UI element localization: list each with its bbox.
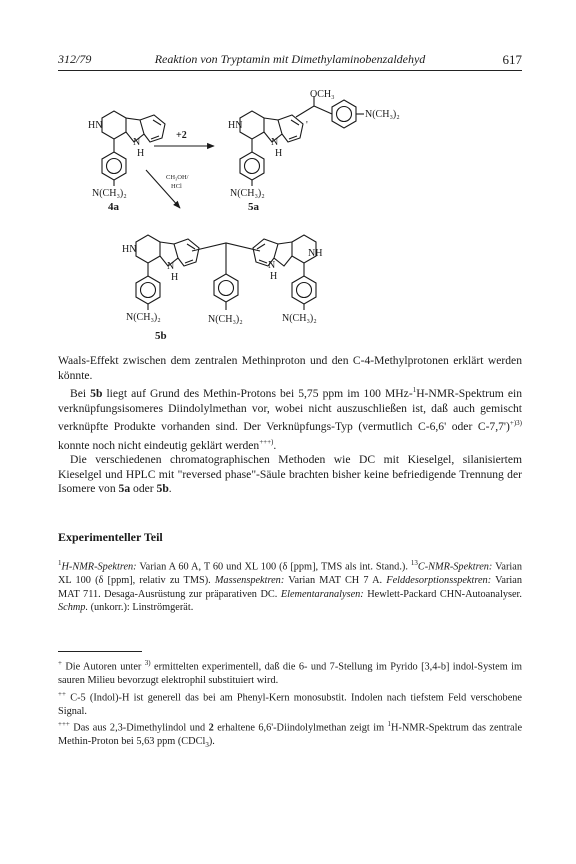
label-nme2: N(CH₃)₂ (230, 188, 265, 199)
hnmr-text: Varian A 60 A, T 60 und XL 100 (δ [ppm], TMS als int. Stand.). (136, 561, 411, 573)
label-h: H (270, 271, 278, 282)
footnote-3-text-e: ). (208, 736, 215, 748)
compound-5a-structure (228, 89, 400, 213)
compound-5b-right-half (253, 235, 316, 310)
header-issue: 312/79 (58, 52, 92, 66)
footnote-2-text: C-5 (Indol)-H ist generell das bei am Phenyl-Kern monosubstit. Indolen nach tiefstem Feld verschobene Signal. (58, 692, 522, 717)
footnote-1-text-b: ermittelten experimentell, daß die 6- und 7-Stellung im Pyrido [3,4-b] indol-System im sauren Milieu bevorzugt elektrophil substituiert wird. (58, 661, 522, 687)
footnote-2-mark: ++ (58, 689, 66, 698)
label-h: H (137, 148, 145, 159)
p2-compound-5b: 5b (90, 387, 103, 401)
sup-1: 1 (58, 559, 62, 567)
header-rule (58, 70, 522, 71)
fd-text: Varian MAT 711. Desaga-Ausrüstung zur präparativen DC. (58, 575, 522, 600)
mp-label: Schmp. (58, 602, 89, 614)
arrow-condition-2: HCl (171, 183, 182, 190)
p3-compound-5b: 5b (156, 482, 169, 496)
label-nh: NH (308, 248, 323, 259)
header-title: Reaktion von Tryptamin mit Dimethylaminobenzaldehyd (154, 52, 426, 66)
paragraph-1-text: Waals-Effekt zwischen dem zentralen Methinproton und den C-4-Methylprotonen erklärt werden könnte. (58, 354, 522, 382)
footnote-3 (58, 718, 522, 753)
arrow-condition-1: CH₃OH/ (166, 174, 189, 181)
fd-label: Felddesorptionsspektren: (386, 575, 492, 587)
p2-footnote-ref-1: +)3) (509, 419, 522, 428)
reaction-arrows (146, 130, 214, 208)
footnote-3-text-c: erhaltene 6,6'-Diindolylmethan zeigt im (213, 722, 388, 734)
footnote-3-text-d: H-NMR-Spektrum das zentrale Methin-Proton bei 5,63 ppm (CDCl (58, 722, 523, 748)
footnotes (58, 657, 522, 753)
methods-paragraph (58, 557, 522, 615)
running-header (58, 52, 522, 68)
footnote-1 (58, 657, 522, 688)
footnote-3-sup: 1 (387, 720, 392, 729)
label-n: N (271, 137, 279, 148)
label-nme2: N(CH₃)₂ (365, 109, 400, 120)
label-hn: HN (88, 120, 103, 131)
ea-label: Elementaranalysen: (280, 588, 364, 600)
ms-label: Massenspektren: (214, 575, 285, 587)
label-n: N (268, 260, 276, 271)
p2-text-a: Bei (70, 387, 91, 401)
footnote-3-text-a: Das aus 2,3-Dimethylindol und (73, 722, 209, 734)
footnote-rule (58, 651, 142, 652)
label-hn: HN (228, 120, 243, 131)
arrow-reagent: +2 (176, 130, 187, 141)
compound-label-5a: 5a (248, 201, 259, 213)
label-prime: ' (306, 120, 308, 131)
p2-text-c: liegt auf Grund des Methin-Protons bei 5,75 ppm im 100 MHz- (102, 387, 413, 401)
page-number: 617 (502, 52, 522, 67)
footnote-2 (58, 688, 522, 719)
p2-text-i: . (273, 438, 277, 452)
section-heading: Experimenteller Teil (58, 530, 163, 544)
p3-compound-5a: 5a (118, 482, 131, 496)
compound-label-4a: 4a (108, 201, 119, 213)
footnote-1-mark: + (58, 659, 62, 667)
ea-text: Hewlett-Packard CHN-Autoanalyser. (363, 588, 522, 600)
label-nme2: N(CH₃)₂ (282, 313, 317, 324)
compound-5b-structure (122, 235, 199, 323)
paragraph-3 (58, 453, 522, 497)
label-nme2: N(CH₃)₂ (208, 314, 243, 325)
hnmr-label: H-NMR-Spektren: (61, 561, 137, 573)
p2-text-e: H-NMR-Spektrum ein verknüpfungsisomeres Diindolylmethan vor, wobei nicht auszuschließen ist, daß auch gemischt verknüpfte Produkte vorhanden sind. Der Verknüpfungs-Typ (vermutlich C-6,6' oder C-7,7') (58, 387, 523, 434)
cnmr-text: Varian XL 100 (δ [ppm], relativ zu TMS). (58, 561, 522, 587)
label-och3: OCH₃ (310, 89, 335, 100)
label-nme2: N(CH₃)₂ (126, 312, 161, 323)
footnote-1-text-a: Die Autoren unter (65, 661, 145, 673)
paragraph-2 (58, 383, 522, 453)
body-text (58, 354, 522, 497)
p3-text-c: oder (130, 482, 157, 496)
paragraph-1 (58, 354, 522, 383)
p2-footnote-ref-3: +++) (259, 437, 274, 446)
p2-sup-1: 1 (412, 386, 417, 395)
p2-text-g: konnte noch nicht eindeutig geklärt werden (58, 438, 260, 452)
reaction-scheme (58, 78, 522, 346)
footnote-3-mark: +++ (58, 720, 70, 729)
mp-text: (unkorr.): Linströmgerät. (88, 602, 194, 614)
compound-label-5b: 5b (155, 330, 167, 342)
footnote-3-compound-2: 2 (208, 722, 214, 734)
label-n: N (133, 137, 141, 148)
footnote-3-sub: 3 (205, 741, 209, 750)
cnmr-label: C-NMR-Spektren: (417, 561, 493, 573)
label-n: N (167, 261, 175, 272)
p3-text-e: . (168, 482, 172, 496)
experimental-methods (58, 557, 522, 615)
label-h: H (171, 272, 179, 283)
ms-text: Varian MAT CH 7 A. (284, 575, 387, 587)
label-h: H (275, 148, 283, 159)
compound-4a-structure (88, 111, 165, 213)
p3-text-a: Die verschiedenen chromatographischen Methoden wie DC mit Kieselgel, silanisiertem Kieselgel und HPLC mit "reversed phase"-Säule brachten bisher keine befriedigende Trennung der Isomere von (58, 453, 522, 496)
label-hn: HN (122, 244, 137, 255)
sup-13: 13 (410, 559, 418, 567)
footnote-1-ref: 3) (144, 659, 151, 667)
label-nme2: N(CH₃)₂ (92, 188, 127, 199)
